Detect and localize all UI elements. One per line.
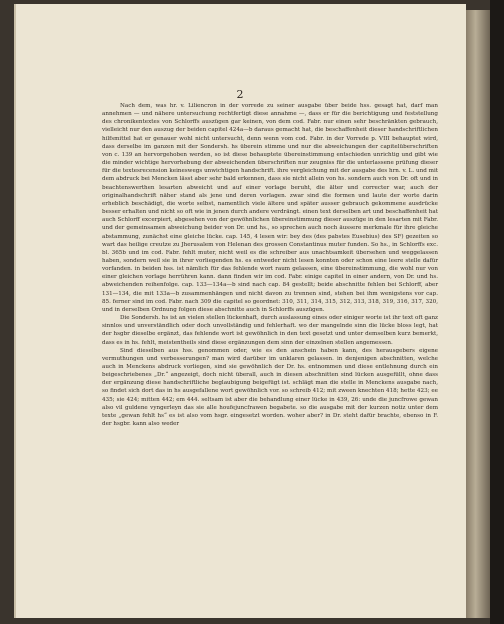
book-page: [14, 4, 466, 618]
paragraph-3: Sind dieselben aus hss. genommen oder, wie es den anschein haben kann, des herausgebers eigene vermuthungen und verbesserungen? man wird darüber im unklaren gelassen. in denjenigen abschnitten, welche auch in Menckens abdruck vorliegen, sind sie gewöhnlich der Dr. hs. entnommen und diese entlehnung durch ein beigeschriebenes „Dr.“ angezeigt, doch nicht überall, auch in diesen abschnitten sind lücken ausgefüllt, ohne dass der ergänzung diese handschriftliche beglaubigung beigefügt ist. schlägt man die stelle in Menckens ausgabe nach, so findet sich dort das in hs ausgefallene wort gewöhnlich vor. so schreib 412; mit zween knechten 418; hette 423; ee 435; sie 424; mitten 442; em 444. seltsam ist aber die behandlung einer lücke in 439, 26: unde die juncfrowe gewan also vil guldene vyngerleyn das sie alle houfejuncfrawen begabete. so die ausgabe mit der kurzen notiz unter dem texte „gewan fehlt hs“ es ist also vom hsgr. eingesetzt worden. woher aber? in Dr. steht dafür brachte, ebenso in F. der hsgbr. kann also weder: [102, 347, 438, 428]
paragraph-1: Nach dem, was hr. v. Liliencron in der vorrede zu seiner ausgabe über beide hss. gesagt hat, darf man annehmen — und nähere untersuchung rechtfertigt diese annahme —, dass er für die berichtigung und feststellung des chronikentextes von Schlorffs auszügen gar keinen, von dem cod. Fabr. nur einen sehr beschränkten gebrauch, vielleicht nur den auszug der beiden capitel 424a—b daraus gemacht hat, die beschaffenheit dieser handschriftlichen hilfsmittel hat er genauer wohl nicht untersucht, denn wenn vom cod. Fabr. in der Vorrede p. VIII behauptet wird, dass derselbe im ganzen mit der Sondersh. hs überein stimme und nur die abweichungen der capitelüberschriften von c. 139 an hervorgehoben werden, so ist diese behauptete übereinstimmung entschieden unrichtig und gibt wie die minder wichtige hervorhebung der abweichenden überschriften nur zeugniss für die unterlassene prüfung dieser für die textesrecension keineswegs unwichtigen handschrift. ihre vergleichung mit der ausgabe des hrn. v. L. und mit dem abdruck bei Mencken lässt aber sehr bald erkennen, dass sie nicht allein von hs. sondern auch von Dr. oft und in beachtenswerthen lesarten abweicht und auf einer vorlage beruht, die älter und correcter war, auch der originalhandschrift näher stand als jene und deren vorlagen. zwar sind die formen und laute der worte darin erheblich beschädigt, die worte selbst, namentlich viele ältere und später ausser gebrauch gekommene ausdrücke besser erhalten und nicht so oft wie in jenen durch andere verdrängt. einen text derselben art und beschaffenheit hat auch Schlorff excerpiert, abgesehen von der gewöhnlichen übereinstimmung dieser auszüge in den lesarten mit Fabr. und der gemeinsamen abweichung beider von Dr. und hs., so sprechen auch noch äussere merkmale für ihre gleiche abstammung, zunächst eine gleiche lücke. cap. 145, 4 lesen wir: bey des (des pabstes Eusebius) des SF) gezeiten so wart das heilige creutze zu Jherusalem von Helenan des grossen Constantinus muter funden. So hs., in Schlorffs exc. bl. 365b und im cod. Fabr. fehlt muter, nicht weil es die schreiber aus unachtsamkeit übersehen und weggelassen haben, sondern weil sie in ihrer vorliegenden hs. es entweder nicht lesen konnten oder schon eine leere stelle dafür vorfanden. in beiden hss. ist nämlich für das fehlende wort raum gelassen, eine übereinstimmung, die wohl nur von einer gleichen vorlage herrühren kann. dann finden wir im cod. Fabr. einige capitel in einer andern, von Dr. und hs. abweichenden reihenfolge. cap. 133—134a—b sind nach cap. 84 gestellt; beide abschnitte fehlen bei Schlorff, aber 131—134, die mit 133a—b zusammenhängen und nicht davon zu trennen sind, stehen bei ihm wenigstens vor cap. 85. ferner sind im cod. Fabr. nach 309 die capitel so geordnet: 310, 311, 314, 315, 312, 313, 318, 319, 316, 317, 320, und in derselben Ordnung folgen diese abschnitte auch in Schlorffs auszügen.: [102, 103, 438, 313]
next-page-edge: [466, 10, 490, 618]
page-number: 2: [236, 88, 244, 101]
page-text: [102, 102, 438, 428]
paragraph-2: Die Sondersh. hs ist an vielen stellen lückenhaft, durch auslassung eines oder einiger worte ist ihr text oft ganz sinnlos und unverständlich oder doch unvollständig und fehlerhaft. wo der mangelnde sinn die lücke bloss legt, hat der hsgbr dieselbe ergänzt, das fehlende wort ist gewöhnlich in den text gesetzt und unter demselben kurz bemerkt, dass es in hs. fehlt, meistentheils sind diese ergänzungen dem sinn der einzelnen stellen angemessen.: [102, 315, 438, 346]
scan-border: [490, 0, 504, 624]
